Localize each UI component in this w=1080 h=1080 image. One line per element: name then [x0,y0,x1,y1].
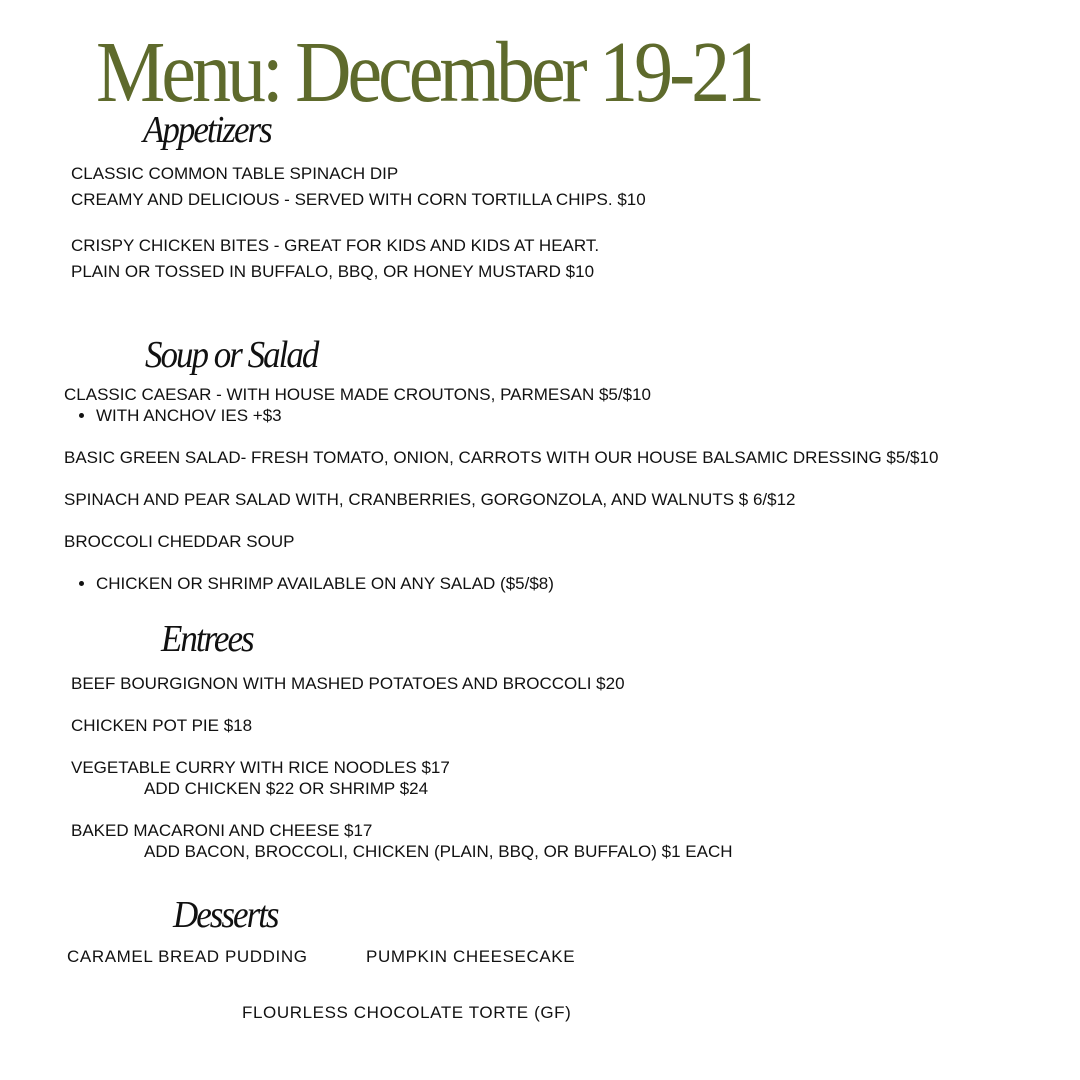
appetizer-detail: PLAIN OR TOSSED IN BUFFALO, BBQ, OR HONEY MUSTARD $10 [71,262,595,281]
soup-item: BROCCOLI CHEDDAR SOUP [64,532,295,551]
appetizer-name: CLASSIC COMMON TABLE SPINACH DIP [71,164,399,183]
appetizers-heading: Appetizers [143,107,271,151]
vegetable-curry-item: VEGETABLE CURRY WITH RICE NOODLES $17 [71,758,450,777]
dessert-item: CARAMEL BREAD PUDDING [67,947,308,966]
desserts-heading: Desserts [173,892,278,936]
dessert-item: FLOURLESS CHOCOLATE TORTE (GF) [242,1003,572,1022]
appetizer-detail: CREAMY AND DELICIOUS - SERVED WITH CORN TORTILLA CHIPS. $10 [71,190,646,209]
caesar-addon: WITH ANCHOV IES +$3 [96,406,282,425]
chicken-pot-pie-item: CHICKEN POT PIE $18 [71,716,253,735]
spinach-pear-salad-item: SPINACH AND PEAR SALAD WITH, CRANBERRIES, GORGONZOLA, AND WALNUTS $ 6/$12 [64,490,796,509]
dessert-item: PUMPKIN CHEESECAKE [366,947,576,966]
mac-cheese-item: BAKED MACARONI AND CHEESE $17 [71,821,373,840]
appetizer-name: CRISPY CHICKEN BITES - GREAT FOR KIDS AND KIDS AT HEART. [71,236,600,255]
bullet-icon [79,413,84,418]
menu-title: Menu: December 19-21 [96,22,762,120]
beef-bourgignon-item: BEEF BOURGIGNON WITH MASHED POTATOES AND BROCCOLI $20 [71,674,625,693]
curry-addon: ADD CHICKEN $22 OR SHRIMP $24 [144,779,429,798]
mac-addon: ADD BACON, BROCCOLI, CHICKEN (PLAIN, BBQ, OR BUFFALO) $1 EACH [144,842,733,861]
entrees-heading: Entrees [161,616,253,660]
caesar-salad-item: CLASSIC CAESAR - WITH HOUSE MADE CROUTONS, PARMESAN $5/$10 [64,385,651,404]
soup-salad-heading: Soup or Salad [145,332,318,376]
protein-addon-note: CHICKEN OR SHRIMP AVAILABLE ON ANY SALAD ($5/$8) [96,574,554,593]
bullet-icon [79,581,84,586]
green-salad-item: BASIC GREEN SALAD- FRESH TOMATO, ONION, CARROTS WITH OUR HOUSE BALSAMIC DRESSING $5/$10 [64,448,939,467]
